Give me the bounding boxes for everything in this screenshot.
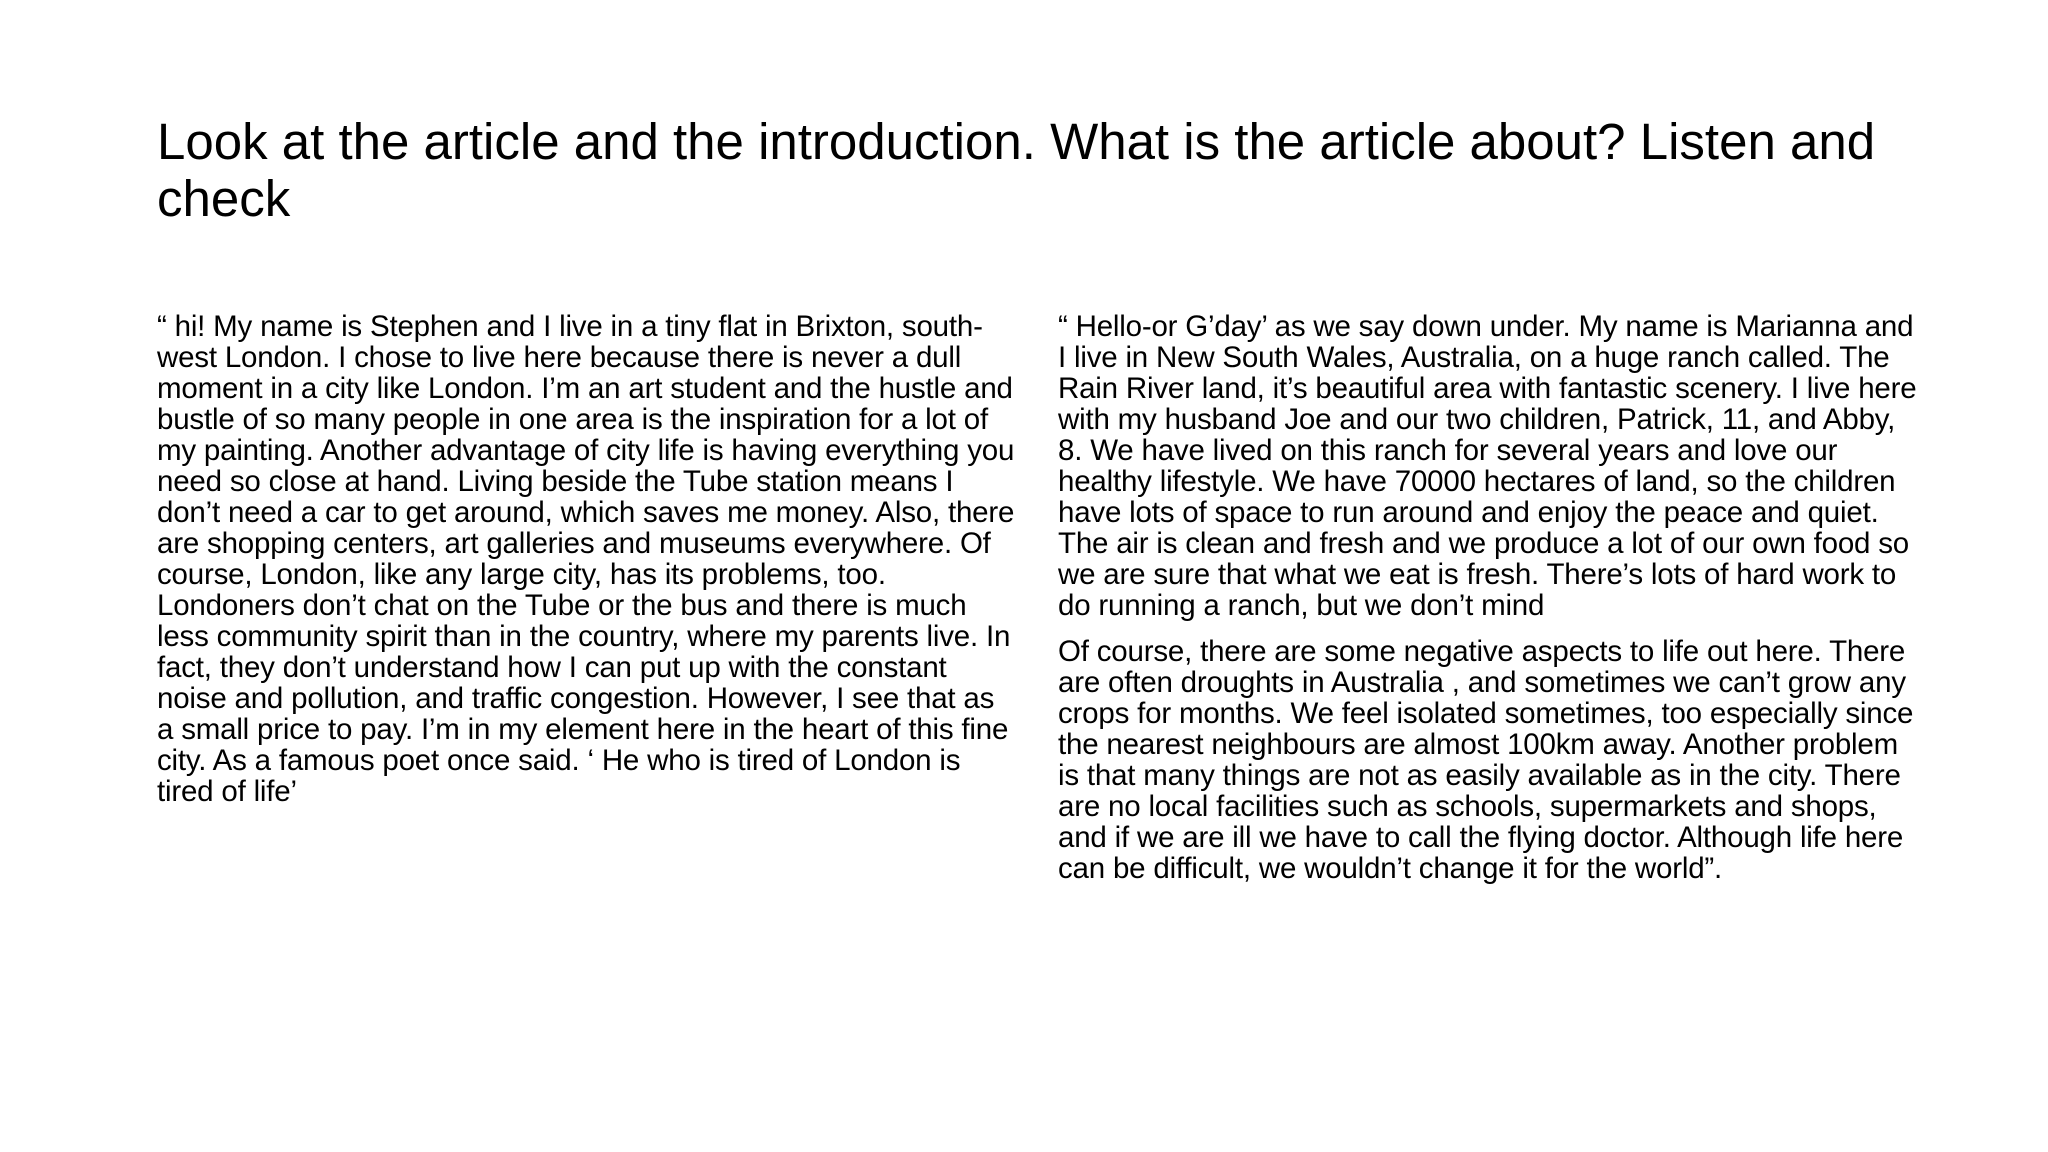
marianna-paragraph-1: “ Hello-or G’day’ as we say down under. My name is Marianna and I live in New South Wales, Australia, on a huge ranch called. The Rain River land, it’s beautiful area with fantastic scenery. I live here with my husband Joe and our two children, Patrick, 11, and Abby, 8. We have lived on this ranch for several years and love our healthy lifestyle. We have 70000 hectares of land, so the children have lots of space to run around and enjoy the peace and quiet. The air is clean and fresh and we produce a lot of our own food so we are sure that what we eat is fresh. There’s lots of hard work to do running a ranch, but we don’t mind xyxy=(1058,310,1917,622)
right-article-column xyxy=(1058,311,1918,899)
stephen-paragraph: “ hi! My name is Stephen and I live in a tiny flat in Brixton, south-west London. I chose to live here because there is never a dull moment in a city like London. I’m an art student and the hustle and bustle of so many people in one area is the inspiration for a lot of my painting. Another advantage of city life is having everything you need so close at hand. Living beside the Tube station means I don’t need a car to get around, which saves me money. Also, there are shopping centers, art galleries and museums everywhere. Of course, London, like any large city, has its problems, too. Londoners don’t chat on the Tube or the bus and there is much less community spirit than in the country, where my parents live. In fact, they don’t understand how I can put up with the constant noise and pollution, and traffic congestion. However, I see that as a small price to pay. I’m in my element here in the heart of this fine city. As a famous poet once said. ‘ He who is tired of London is tired of life’ xyxy=(157,310,1015,808)
left-article-column xyxy=(157,311,1017,822)
slide-title: Look at the article and the introduction. What is the article about? Listen and check xyxy=(157,113,1876,227)
marianna-paragraph-2: Of course, there are some negative aspects to life out here. There are often droughts in Australia , and sometimes we can’t grow any crops for months. We feel isolated sometimes, too especially since the nearest neighbours are almost 100km away. Another problem is that many things are not as easily available as in the city. There are no local facilities such as schools, supermarkets and shops, and if we are ill we have to call the flying doctor. Although life here can be difficult, we wouldn’t change it for the world”. xyxy=(1058,635,1914,885)
